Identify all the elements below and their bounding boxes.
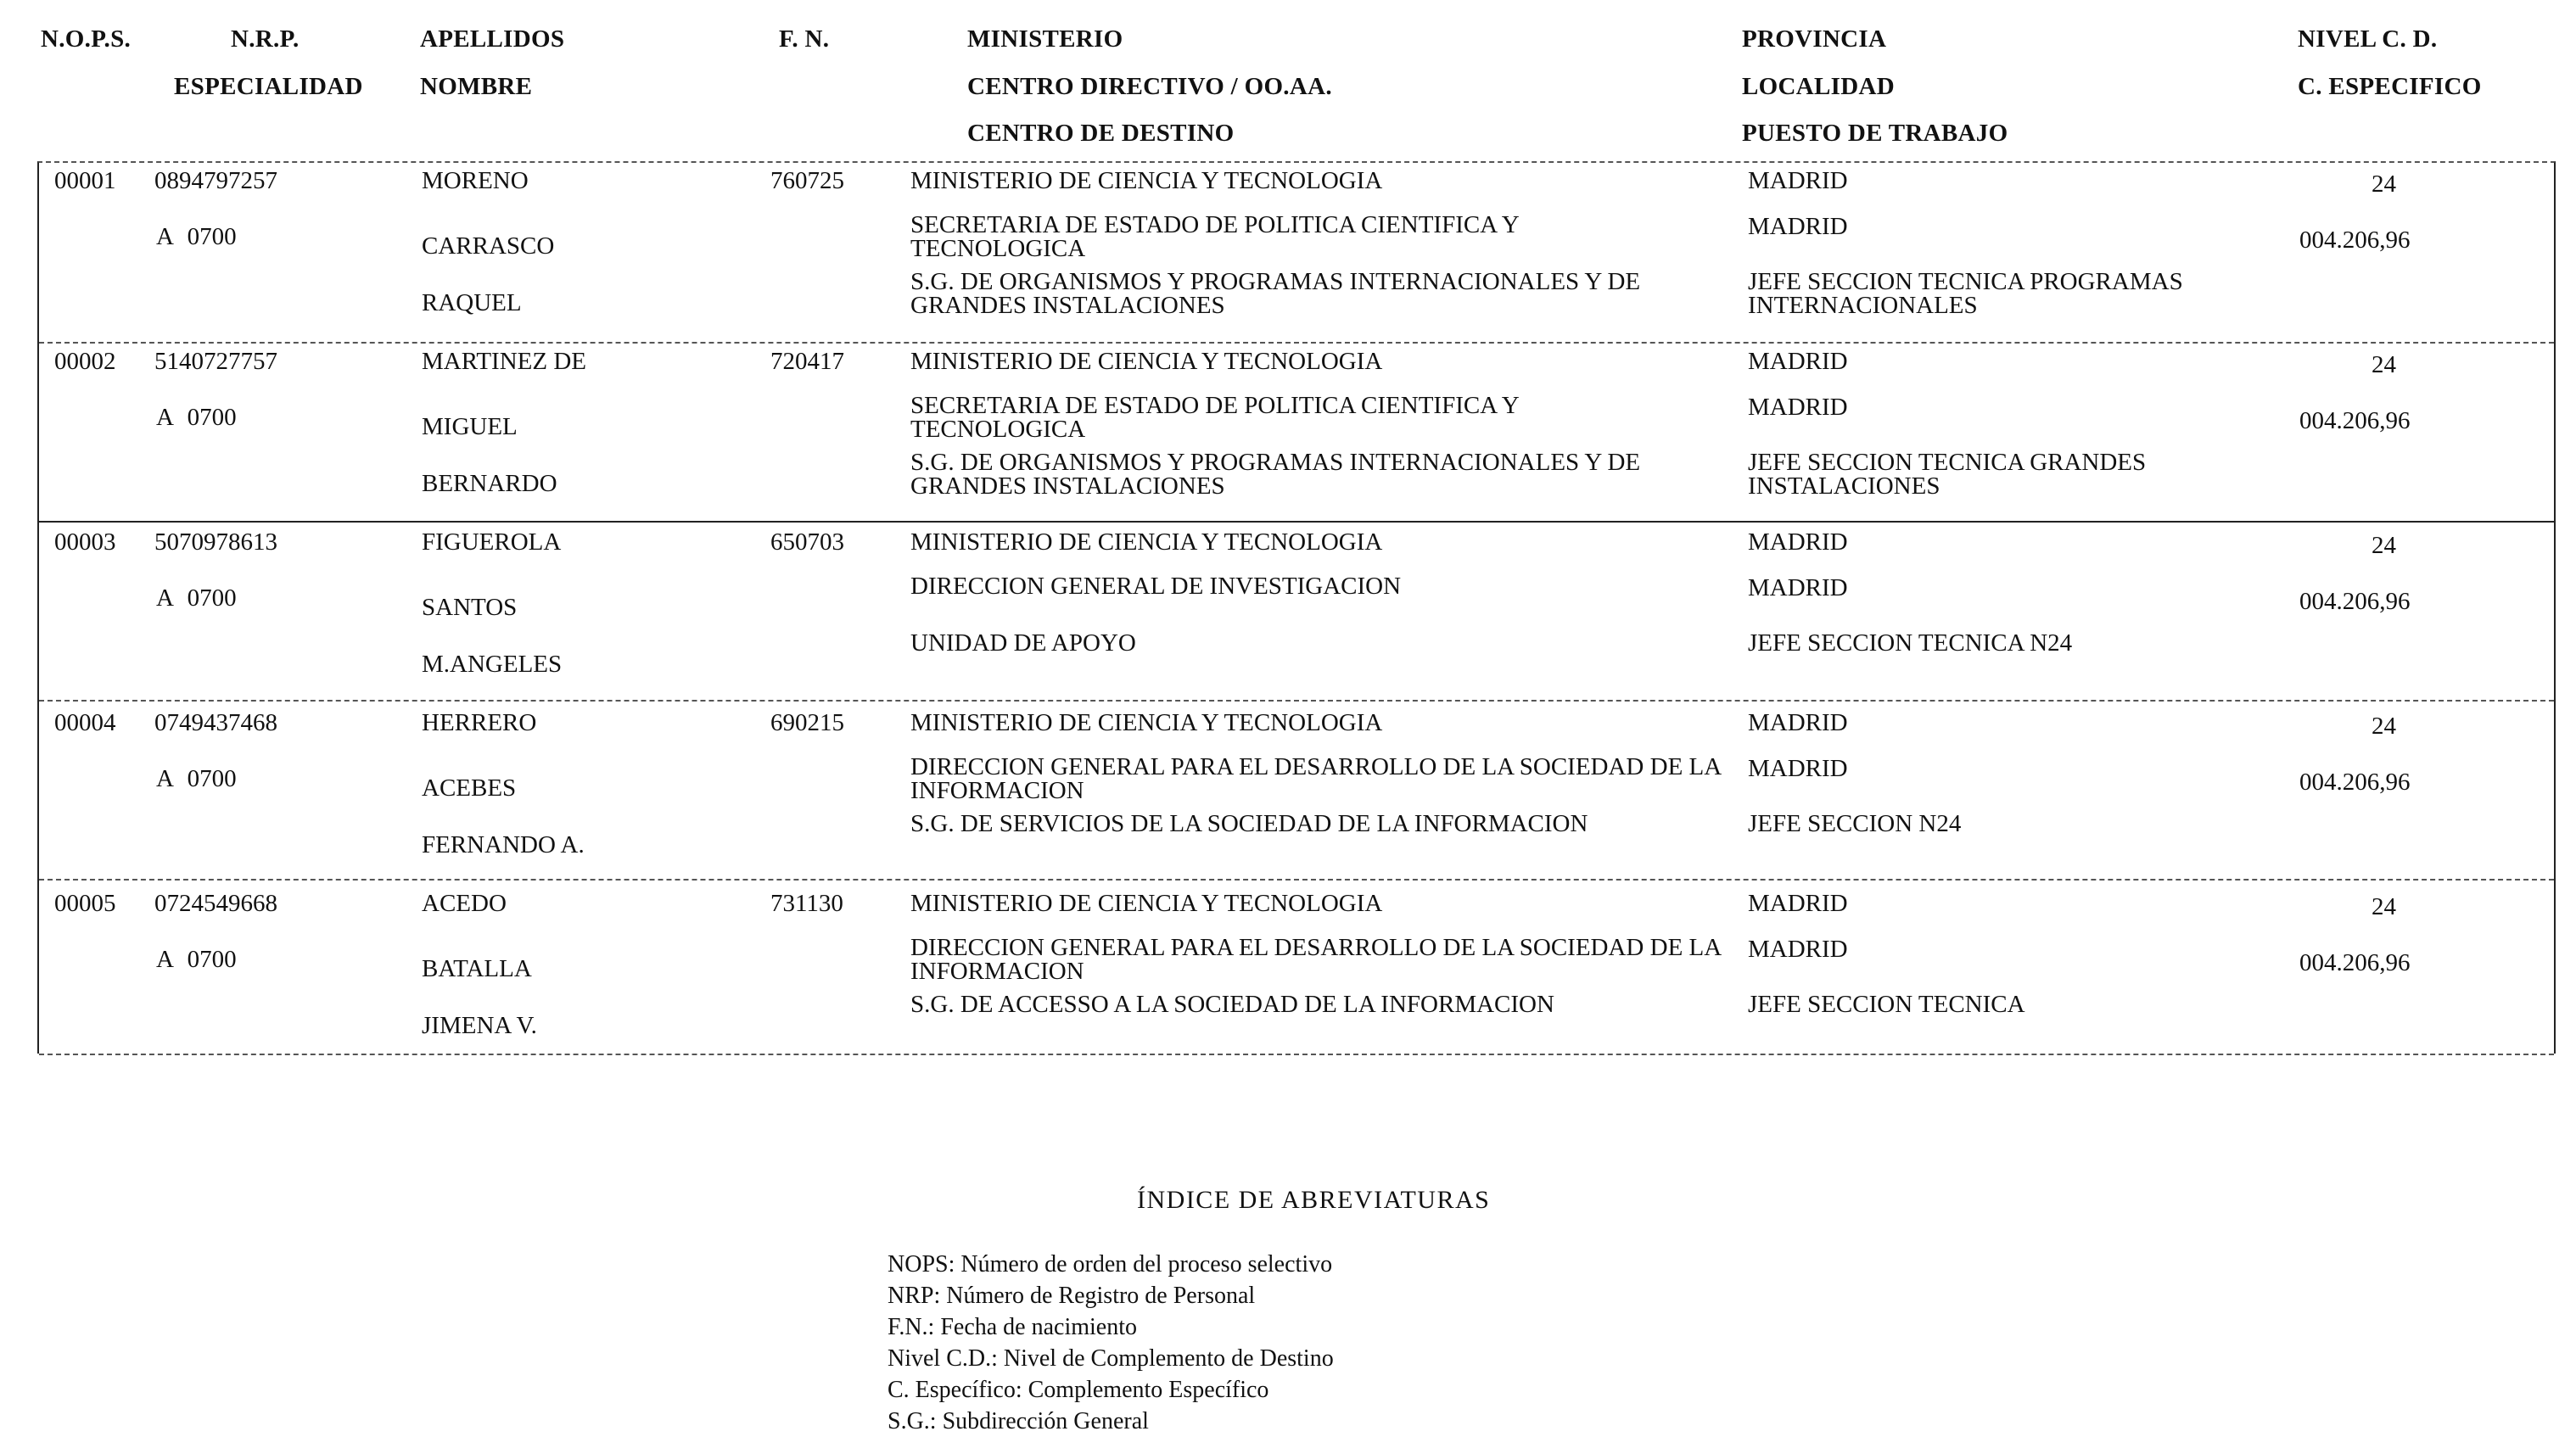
header-ministerio: MINISTERIO	[967, 25, 1123, 53]
cell-nivel-cd: 24	[2372, 713, 2396, 740]
list-item: F.N.: Fecha de nacimiento	[888, 1314, 1138, 1340]
cell-ministerio: MINISTERIO DE CIENCIA Y TECNOLOGIA	[910, 528, 1383, 556]
index-title: ÍNDICE DE ABREVIATURAS	[1137, 1186, 1491, 1214]
cell-nrp: 0749437468	[154, 709, 277, 736]
header-nrp: N.R.P.	[231, 25, 300, 53]
cell-nivel-cd: 24	[2372, 893, 2396, 920]
table-row	[39, 521, 2554, 702]
cell-nombre: BERNARDO	[422, 470, 557, 497]
cell-especialidad: A 0700	[156, 584, 237, 612]
cell-centro-directivo: DIRECCION GENERAL PARA EL DESARROLLO DE LA SOCIEDAD DE LA INFORMACION	[910, 934, 1721, 985]
cell-fecha-nacimiento: 720417	[770, 348, 844, 375]
cell-centro-destino: S.G. DE ACCESSO A LA SOCIEDAD DE LA INFORMACION	[910, 991, 1554, 1018]
cell-puesto: JEFE SECCION N24	[1748, 810, 1962, 837]
cell-c-especifico: 004.206,96	[2299, 588, 2411, 615]
cell-apellido1: ACEDO	[422, 890, 507, 917]
cell-nombre: FERNANDO A.	[422, 831, 585, 858]
cell-nrp: 0894797257	[154, 167, 277, 194]
cell-nivel-cd: 24	[2372, 351, 2396, 378]
cell-puesto: JEFE SECCION TECNICA PROGRAMAS INTERNACIONALES	[1748, 268, 2183, 319]
cell-fecha-nacimiento: 731130	[770, 890, 843, 917]
cell-ministerio: MINISTERIO DE CIENCIA Y TECNOLOGIA	[910, 348, 1383, 375]
header-nombre: NOMBRE	[420, 73, 533, 100]
cell-nops: 00003	[54, 528, 116, 556]
cell-fecha-nacimiento: 650703	[770, 528, 844, 556]
cell-nombre: JIMENA V.	[422, 1012, 537, 1039]
cell-centro-directivo: SECRETARIA DE ESTADO DE POLITICA CIENTIFICA Y TECNOLOGICA	[910, 211, 1519, 262]
cell-nops: 00001	[54, 167, 116, 194]
cell-centro-destino: S.G. DE ORGANISMOS Y PROGRAMAS INTERNACIONALES Y DE GRANDES INSTALACIONES	[910, 268, 1641, 319]
cell-fecha-nacimiento: 690215	[770, 709, 844, 736]
cell-provincia: MADRID	[1748, 890, 1848, 917]
header-apellidos: APELLIDOS	[420, 25, 565, 53]
header-puesto: PUESTO DE TRABAJO	[1742, 120, 2008, 147]
cell-localidad: MADRID	[1748, 936, 1848, 963]
header-provincia: PROVINCIA	[1742, 25, 1887, 53]
cell-c-especifico: 004.206,96	[2299, 226, 2411, 254]
cell-localidad: MADRID	[1748, 213, 1848, 240]
cell-apellido2: CARRASCO	[422, 232, 555, 260]
cell-ministerio: MINISTERIO DE CIENCIA Y TECNOLOGIA	[910, 167, 1383, 194]
cell-ministerio: MINISTERIO DE CIENCIA Y TECNOLOGIA	[910, 709, 1383, 736]
cell-provincia: MADRID	[1748, 167, 1848, 194]
cell-nrp: 5070978613	[154, 528, 277, 556]
cell-nops: 00002	[54, 348, 116, 375]
table-row	[39, 163, 2554, 344]
table-row	[39, 342, 2554, 523]
table-row	[39, 879, 2554, 1055]
cell-apellido2: MIGUEL	[422, 413, 518, 440]
cell-fecha-nacimiento: 760725	[770, 167, 844, 194]
list-item: NRP: Número de Registro de Personal	[888, 1283, 1256, 1309]
cell-nombre: M.ANGELES	[422, 651, 563, 678]
list-item: S.G.: Subdirección General	[888, 1408, 1149, 1434]
cell-provincia: MADRID	[1748, 528, 1848, 556]
header-centro-destino: CENTRO DE DESTINO	[967, 120, 1235, 147]
cell-centro-destino: S.G. DE ORGANISMOS Y PROGRAMAS INTERNACIONALES Y DE GRANDES INSTALACIONES	[910, 449, 1641, 500]
cell-nivel-cd: 24	[2372, 171, 2396, 198]
cell-apellido2: SANTOS	[422, 594, 518, 621]
header-localidad: LOCALIDAD	[1742, 73, 1895, 100]
header-c-especifico: C. ESPECIFICO	[2298, 73, 2482, 100]
cell-c-especifico: 004.206,96	[2299, 949, 2411, 976]
cell-apellido1: FIGUEROLA	[422, 528, 562, 556]
cell-ministerio: MINISTERIO DE CIENCIA Y TECNOLOGIA	[910, 890, 1383, 917]
cell-especialidad: A 0700	[156, 765, 237, 792]
cell-centro-directivo: SECRETARIA DE ESTADO DE POLITICA CIENTIFICA Y TECNOLOGICA	[910, 392, 1519, 443]
cell-especialidad: A 0700	[156, 223, 237, 250]
cell-puesto: JEFE SECCION TECNICA N24	[1748, 629, 2073, 657]
cell-centro-directivo: DIRECCION GENERAL PARA EL DESARROLLO DE LA SOCIEDAD DE LA INFORMACION	[910, 753, 1721, 804]
cell-localidad: MADRID	[1748, 394, 1848, 421]
table-row	[39, 700, 2554, 881]
abbreviations-list	[888, 1249, 1334, 1437]
cell-centro-destino: S.G. DE SERVICIOS DE LA SOCIEDAD DE LA INFORMACION	[910, 810, 1588, 837]
cell-localidad: MADRID	[1748, 755, 1848, 782]
list-item: Nivel C.D.: Nivel de Complemento de Destino	[888, 1345, 1334, 1372]
cell-c-especifico: 004.206,96	[2299, 769, 2411, 796]
header-nops: N.O.P.S.	[41, 25, 132, 53]
cell-nivel-cd: 24	[2372, 532, 2396, 559]
cell-puesto: JEFE SECCION TECNICA	[1748, 991, 2025, 1018]
cell-nrp: 5140727757	[154, 348, 277, 375]
cell-centro-destino: UNIDAD DE APOYO	[910, 629, 1136, 657]
cell-apellido2: ACEBES	[422, 774, 517, 802]
cell-especialidad: A 0700	[156, 946, 237, 973]
cell-puesto: JEFE SECCION TECNICA GRANDES INSTALACIONES	[1748, 449, 2147, 500]
cell-apellido2: BATALLA	[422, 955, 532, 982]
header-especialidad: ESPECIALIDAD	[174, 73, 363, 100]
list-item: C. Específico: Complemento Específico	[888, 1377, 1269, 1403]
cell-nrp: 0724549668	[154, 890, 277, 917]
header-fn: F. N.	[779, 25, 830, 53]
cell-especialidad: A 0700	[156, 404, 237, 431]
cell-nops: 00005	[54, 890, 116, 917]
cell-apellido1: MORENO	[422, 167, 529, 194]
cell-nombre: RAQUEL	[422, 289, 522, 316]
cell-apellido1: MARTINEZ DE	[422, 348, 586, 375]
cell-provincia: MADRID	[1748, 348, 1848, 375]
cell-provincia: MADRID	[1748, 709, 1848, 736]
header-centro-directivo: CENTRO DIRECTIVO / OO.AA.	[967, 73, 1332, 100]
header-nivel-cd: NIVEL C. D.	[2298, 25, 2438, 53]
cell-apellido1: HERRERO	[422, 709, 537, 736]
cell-c-especifico: 004.206,96	[2299, 407, 2411, 434]
cell-centro-directivo: DIRECCION GENERAL DE INVESTIGACION	[910, 573, 1402, 600]
list-item: NOPS: Número de orden del proceso selectivo	[888, 1251, 1333, 1277]
personnel-table	[37, 161, 2556, 1054]
cell-localidad: MADRID	[1748, 574, 1848, 601]
cell-nops: 00004	[54, 709, 116, 736]
